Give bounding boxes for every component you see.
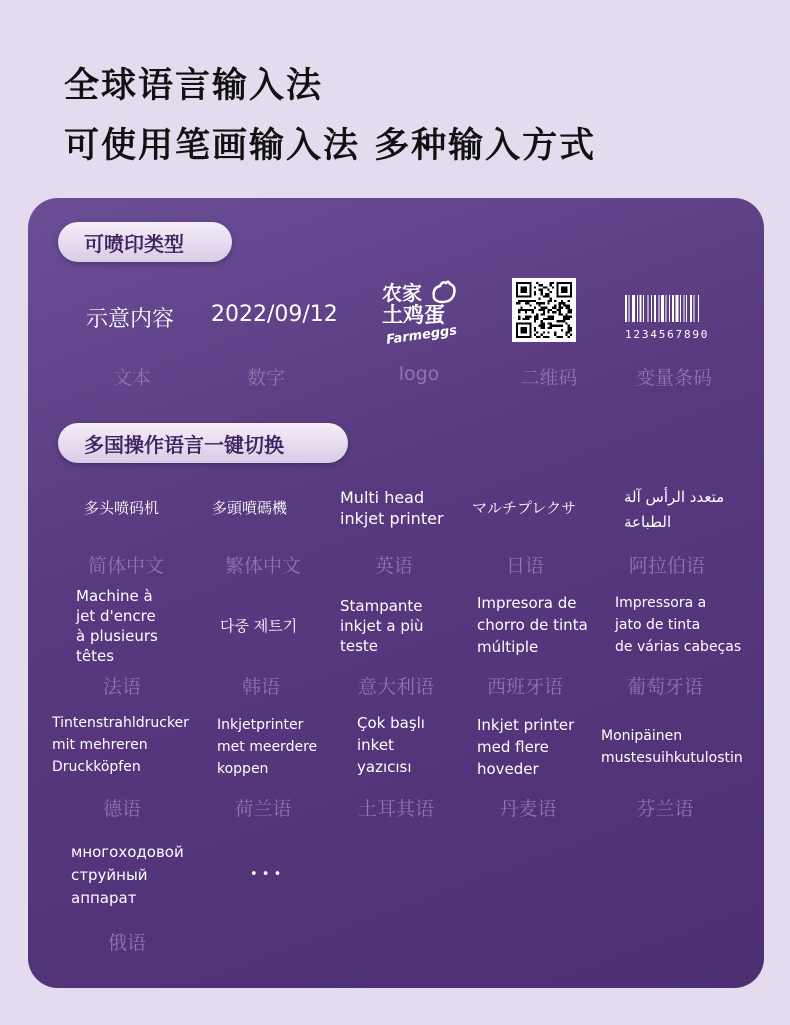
logo-text-bottom: 土鸡蛋 bbox=[382, 303, 445, 327]
variable-barcode-sample bbox=[625, 295, 733, 341]
lang-russian[interactable]: 俄语 bbox=[107, 932, 147, 954]
sample-date-number: 2022/09/12 bbox=[211, 302, 338, 327]
sample-portuguese: Impressora a jato de tinta de várias cabeças bbox=[615, 595, 742, 655]
headline-line-1: 全球语言输入法 bbox=[64, 66, 324, 106]
print-types-pill: 可喷印类型 bbox=[58, 222, 232, 262]
sample-turkish: Çok başlı inket yazıcısı bbox=[357, 714, 425, 776]
sample-english: Multi head inkjet printer bbox=[340, 488, 444, 528]
farm-eggs-logo bbox=[380, 280, 462, 348]
barcode-icon bbox=[625, 295, 733, 322]
lang-french[interactable]: 法语 bbox=[102, 676, 142, 698]
caption-barcode: 变量条码 bbox=[635, 367, 713, 389]
lang-simplified-chinese[interactable]: 简体中文 bbox=[87, 555, 165, 577]
more-languages-ellipsis: • • • bbox=[250, 867, 282, 882]
sample-italian: Stampante inkjet a più teste bbox=[340, 597, 424, 655]
sample-russian: многоходовой струйный аппарат bbox=[71, 843, 184, 907]
sample-dutch: Inkjetprinter met meerdere koppen bbox=[217, 717, 318, 777]
sample-text-content: 示意内容 bbox=[86, 307, 175, 332]
lang-danish[interactable]: 丹麦语 bbox=[499, 798, 557, 820]
lang-german[interactable]: 德语 bbox=[102, 798, 142, 820]
qr-code-icon bbox=[516, 282, 572, 338]
logo-text-top: 农家 bbox=[382, 281, 422, 305]
barcode-number: 1234567890 bbox=[625, 328, 710, 341]
lang-english[interactable]: 英语 bbox=[374, 555, 414, 577]
caption-number: 数字 bbox=[246, 367, 286, 389]
lang-dutch[interactable]: 荷兰语 bbox=[234, 798, 292, 820]
lang-spanish[interactable]: 西班牙语 bbox=[486, 676, 564, 698]
headline-line-2: 可使用笔画输入法 多种输入方式 bbox=[64, 126, 597, 166]
caption-qr-code: 二维码 bbox=[520, 367, 578, 389]
lang-turkish[interactable]: 土耳其语 bbox=[357, 798, 435, 820]
sample-arabic: متعدد الرأس آلة الطباعة bbox=[624, 488, 725, 531]
sample-finnish: Monipäinen mustesuihkutulostin bbox=[601, 728, 743, 766]
sample-french: Machine à jet d'encre à plusieurs têtes bbox=[76, 587, 158, 665]
lang-italian[interactable]: 意大利语 bbox=[357, 676, 435, 698]
sample-german: Tintenstrahldrucker mit mehreren Druckköpfen bbox=[52, 715, 189, 775]
sample-spanish: Impresora de chorro de tinta múltiple bbox=[477, 594, 588, 656]
languages-pill: 多国操作语言一键切换 bbox=[58, 423, 348, 463]
logo-text-english: Farmeggs bbox=[385, 323, 458, 348]
sample-simplified-chinese: 多头喷码机 bbox=[84, 499, 160, 517]
lang-portuguese[interactable]: 葡萄牙语 bbox=[626, 676, 704, 698]
lang-arabic[interactable]: 阿拉伯语 bbox=[628, 555, 706, 577]
sample-traditional-chinese: 多頭噴碼機 bbox=[212, 499, 288, 517]
lang-korean[interactable]: 韩语 bbox=[241, 676, 281, 698]
sample-danish: Inkjet printer med flere hoveder bbox=[477, 716, 575, 778]
caption-text: 文本 bbox=[112, 367, 152, 389]
caption-logo: logo bbox=[398, 363, 440, 385]
feature-panel bbox=[28, 198, 764, 988]
qr-code-sample bbox=[512, 278, 576, 342]
sample-japanese: マルチプレクサ bbox=[472, 499, 577, 517]
lang-traditional-chinese[interactable]: 繁体中文 bbox=[224, 555, 302, 577]
lang-japanese[interactable]: 日语 bbox=[505, 555, 545, 577]
sample-korean: 다중 제트기 bbox=[220, 617, 298, 635]
lang-finnish[interactable]: 芬兰语 bbox=[636, 798, 694, 820]
